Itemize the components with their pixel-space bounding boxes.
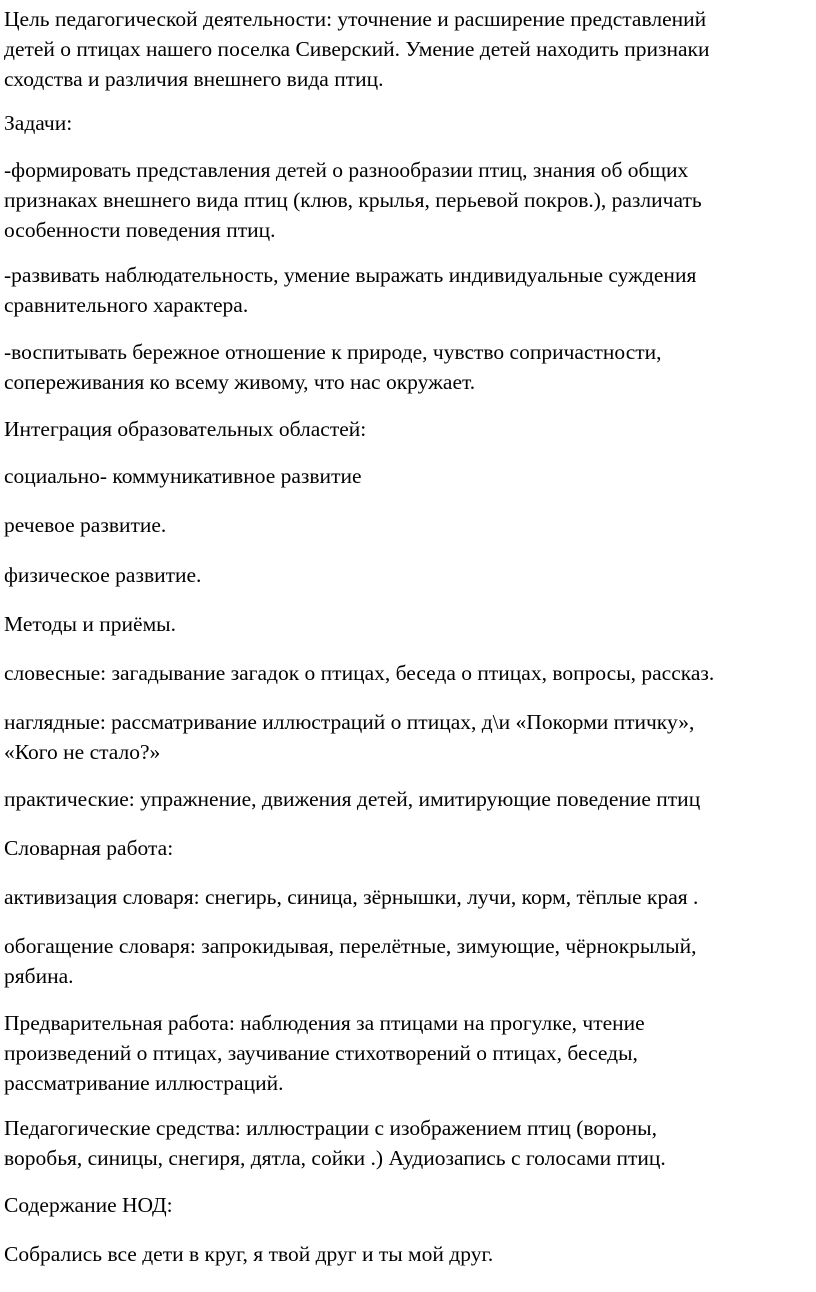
text-line: Словарная работа: [4, 836, 174, 860]
paragraph-speech [4, 510, 166, 540]
text-line: воробья, синицы, снегиря, дятла, сойки .) Аудиозапись с голосами птиц. [4, 1146, 666, 1170]
text-line: Собрались все дети в круг, я твой друг и ты мой друг. [4, 1242, 494, 1266]
paragraph-vocabulary-heading [4, 833, 173, 863]
text-line: словесные: загадывание загадок о птицах, беседа о птицах, вопросы, рассказ. [4, 661, 715, 685]
paragraph-verbal [4, 658, 714, 688]
text-line: Предварительная работа: наблюдения за птицами на прогулке, чтение [4, 1011, 645, 1035]
text-line: детей о птицах нашего поселка Сиверский. Умение детей находить признаки [4, 37, 710, 61]
text-line: Цель педагогической деятельности: уточнение и расширение представлений [4, 7, 707, 31]
paragraph-gathering [4, 1239, 493, 1269]
paragraph-physical [4, 560, 201, 590]
paragraph-tasks-heading [4, 108, 72, 138]
text-line: -формировать представления детей о разнообразии птиц, знания об общих [4, 158, 689, 182]
text-line: Педагогические средства: иллюстрации с изображением птиц (вороны, [4, 1116, 657, 1140]
text-line: рябина. [4, 964, 74, 988]
text-line: сходства и различия внешнего вида птиц. [4, 67, 384, 91]
text-line: Задачи: [4, 111, 73, 135]
text-line: «Кого не стало?» [4, 740, 161, 764]
text-line: произведений о птицах, заучивание стихотворений о птицах, беседы, [4, 1041, 638, 1065]
text-line: сопереживания ко всему живому, что нас окружает. [4, 370, 476, 394]
paragraph-visual [4, 707, 694, 767]
paragraph-means [4, 1113, 666, 1173]
paragraph-preliminary [4, 1008, 645, 1098]
text-line: практические: упражнение, движения детей, имитирующие поведение птиц [4, 787, 701, 811]
text-line: речевое развитие. [4, 513, 167, 537]
paragraph-task-2 [4, 260, 696, 320]
text-line: -воспитывать бережное отношение к природе, чувство сопричастности, [4, 340, 662, 364]
text-line: сравнительного характера. [4, 293, 249, 317]
paragraph-practical [4, 784, 700, 814]
text-line: особенности поведения птиц. [4, 218, 276, 242]
text-line: социально- коммуникативное развитие [4, 464, 362, 488]
text-line: физическое развитие. [4, 563, 202, 587]
paragraph-integration-heading [4, 414, 366, 444]
text-line: Содержание НОД: [4, 1193, 173, 1217]
paragraph-methods-heading [4, 609, 176, 639]
paragraph-content-heading [4, 1190, 173, 1220]
text-line: Интеграция образовательных областей: [4, 417, 367, 441]
paragraph-goal [4, 4, 709, 94]
text-line: рассматривание иллюстраций. [4, 1071, 284, 1095]
paragraph-task-3 [4, 337, 662, 397]
text-line: активизация словаря: снегирь, синица, зёрнышки, лучи, корм, тёплые края . [4, 885, 699, 909]
text-line: наглядные: рассматривание иллюстраций о птицах, д\и «Покорми птичку», [4, 710, 695, 734]
text-line: Методы и приёмы. [4, 612, 176, 636]
paragraph-social [4, 461, 362, 491]
paragraph-activation [4, 882, 698, 912]
paragraph-task-1 [4, 155, 702, 245]
paragraph-enrichment [4, 931, 696, 991]
text-line: -развивать наблюдательность, умение выражать индивидуальные суждения [4, 263, 697, 287]
text-line: признаках внешнего вида птиц (клюв, крылья, перьевой покров.), различать [4, 188, 702, 212]
text-line: обогащение словаря: запрокидывая, перелётные, зимующие, чёрнокрылый, [4, 934, 697, 958]
